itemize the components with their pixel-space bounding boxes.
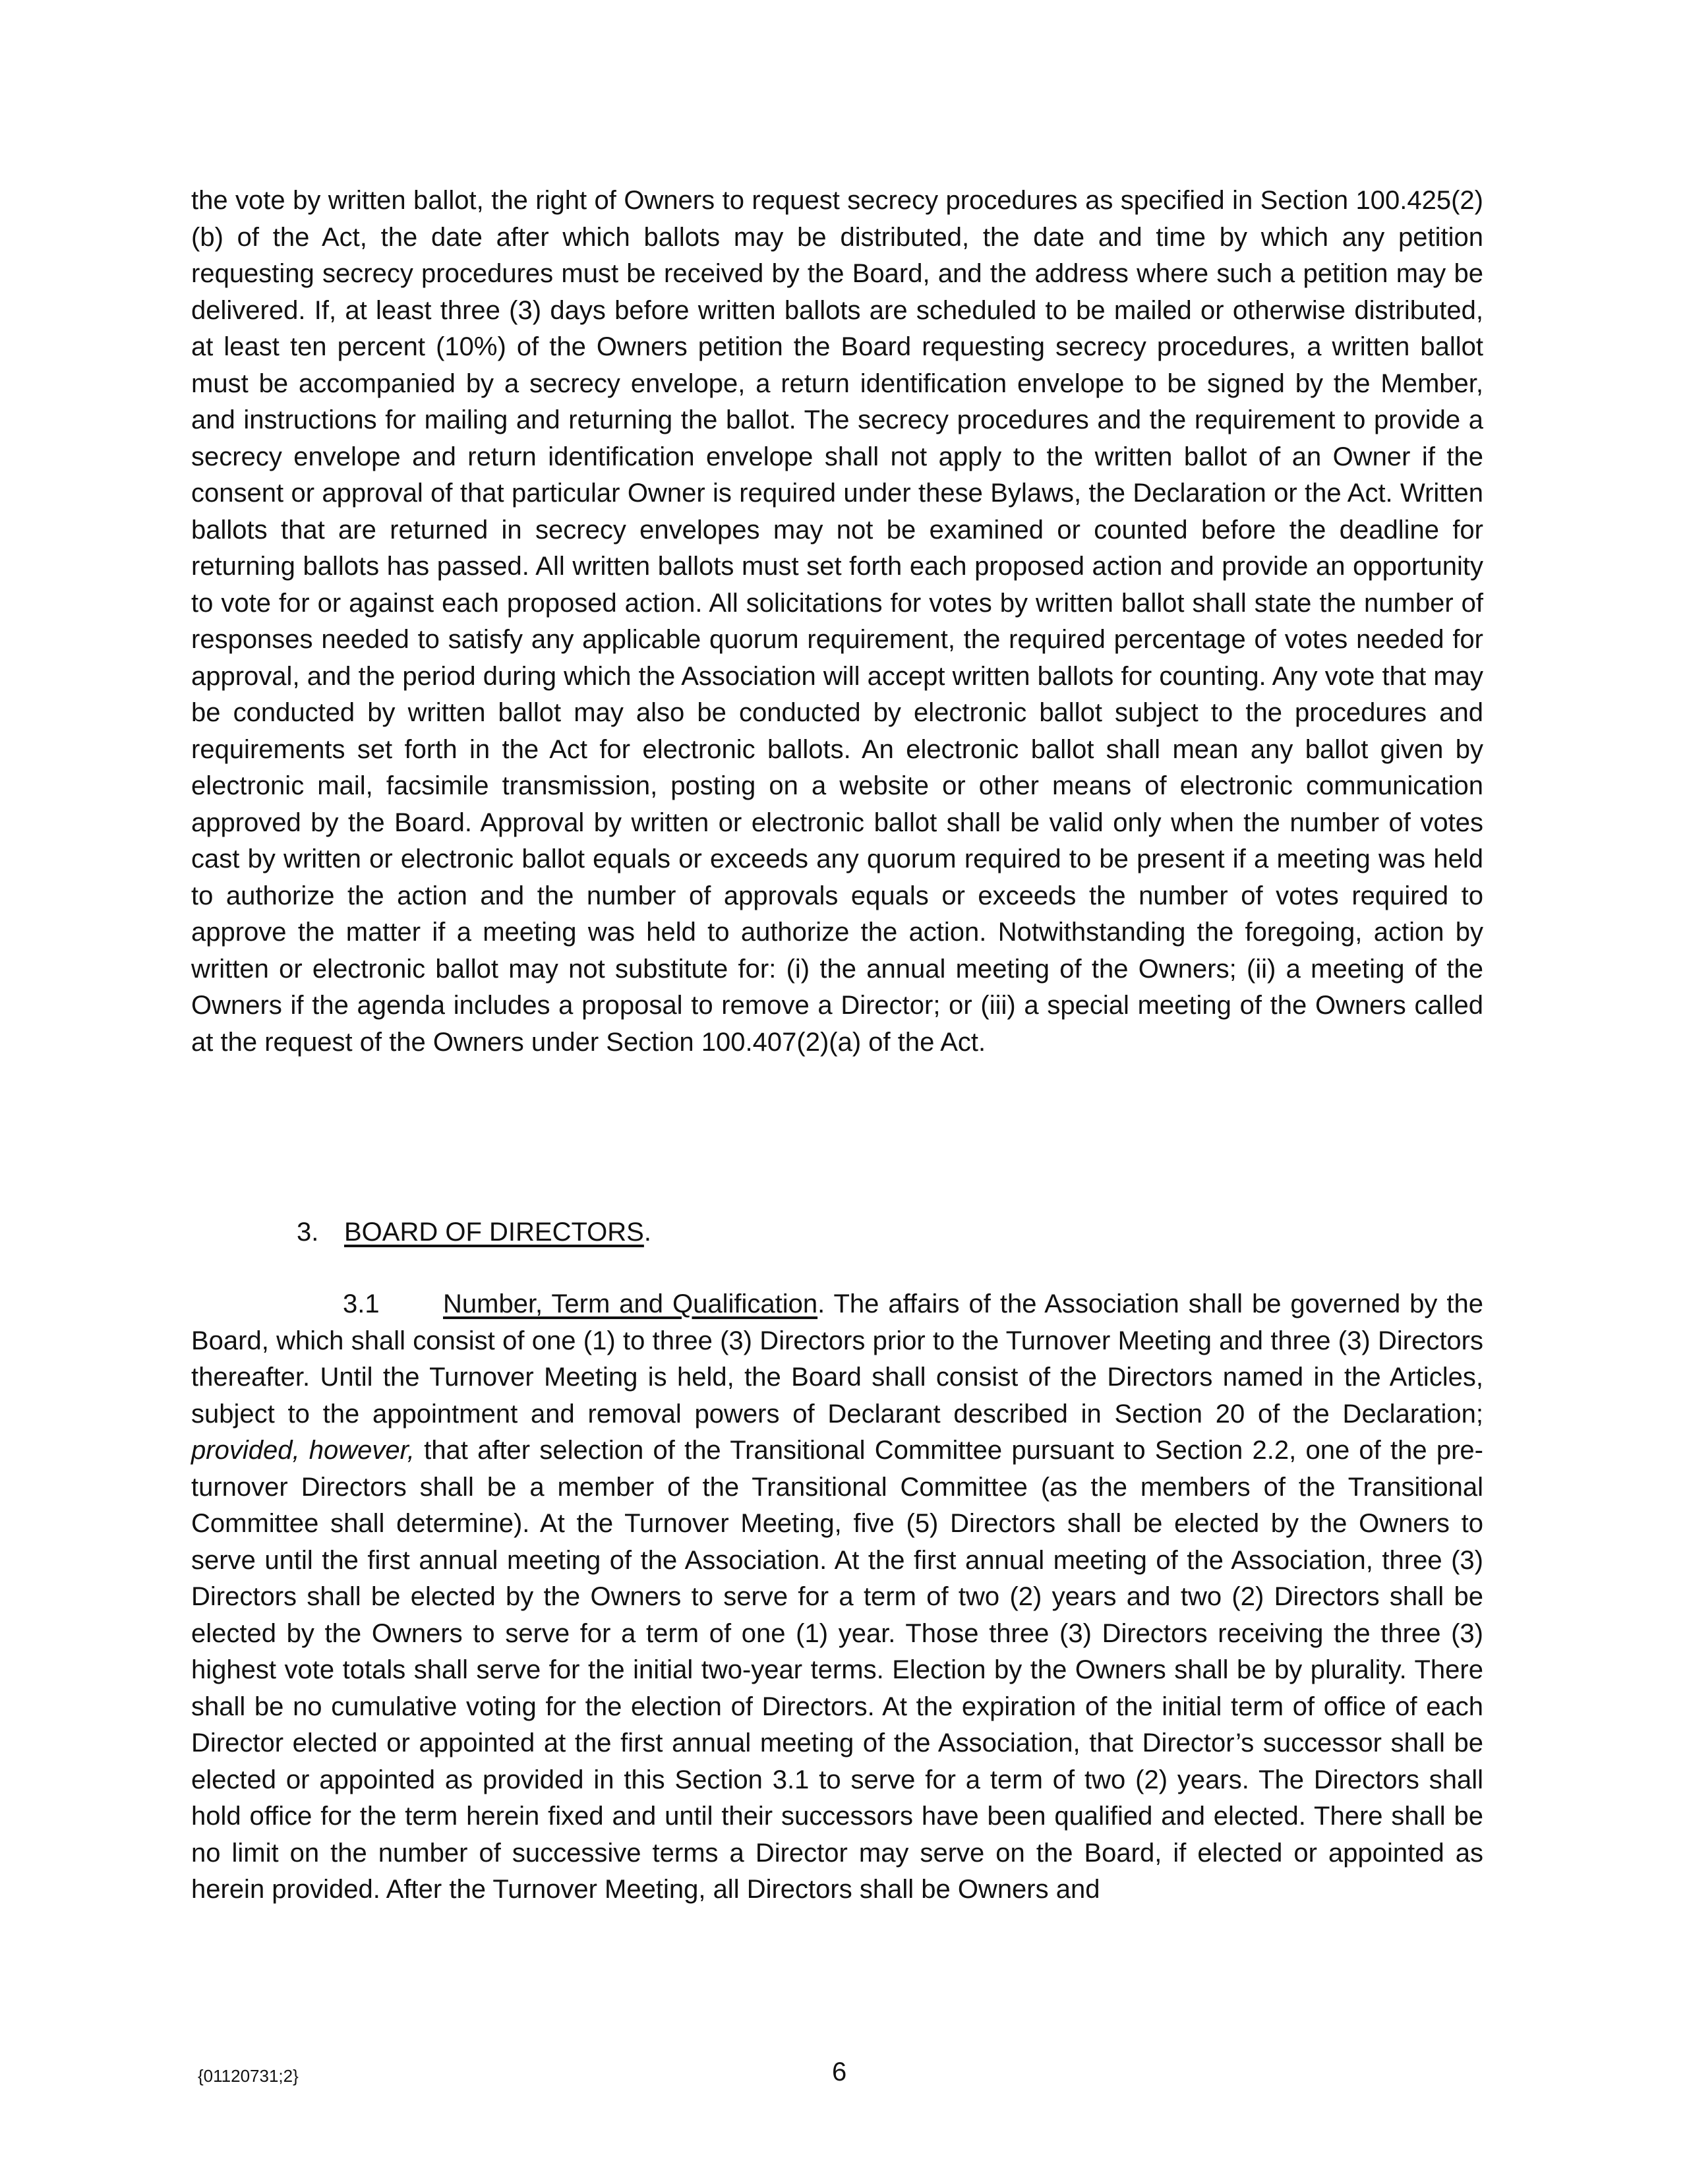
section-3-1-number: 3.1 bbox=[343, 1289, 380, 1318]
paragraph-number-term-qualification bbox=[191, 1286, 1483, 1908]
section-3-1-text-part-2: that after selection of the Transitional Committee pursuant to Section 2.2, one of the pre-turnover Directors shall be a member of the Transitional Committee (as the members of the Transitional Committee shall determine). At the Turnover Meeting, five (5) Directors shall be elected by the Owners to serve until the first annual meeting of the Association. At the first annual meeting of the Association, three (3) Directors shall be elected by the Owners to serve for a term of two (2) years and two (2) Directors shall be elected by the Owners to serve for a term of one (1) year. Those three (3) Directors receiving the three (3) highest vote totals shall serve for the initial two-year terms. Election by the Owners shall be by plurality. There shall be no cumulative voting for the election of Directors. At the expiration of the initial term of office of each Director elected or appointed at the first annual meeting of the Association, that Director’s successor shall be elected or appointed as provided in this Section 3.1 to serve for a term of two (2) years. The Directors shall hold office for the term herein fixed and until their successors have been qualified and elected. There shall be no limit on the number of successive terms a Director may serve on the Board, if elected or appointed as herein provided. After the Turnover Meeting, all Directors shall be Owners and bbox=[191, 1436, 1483, 1904]
paragraph-written-ballot: the vote by written ballot, the right of Owners to request secrecy procedures as specified in Section 100.425(2)(b) of the Act, the date after which ballots may be distributed, the date and time by which any petition requesting secrecy procedures must be received by the Board, and the address where such a petition may be delivered. If, at least three (3) days before written ballots are scheduled to be mailed or otherwise distributed, at least ten percent (10%) of the Owners petition the Board requesting secrecy procedures, a written ballot must be accompanied by a secrecy envelope, a return identification envelope to be signed by the Member, and instructions for mailing and returning the ballot. The secrecy procedures and the requirement to provide a secrecy envelope and return identification envelope shall not apply to the written ballot of an Owner if the consent or approval of that particular Owner is required under these Bylaws, the Declaration or the Act. Written ballots that are returned in secrecy envelopes may not be examined or counted before the deadline for returning ballots has passed. All written ballots must set forth each proposed action and provide an opportunity to vote for or against each proposed action. All solicitations for votes by written ballot shall state the number of responses needed to satisfy any applicable quorum requirement, the required percentage of votes needed for approval, and the period during which the Association will accept written ballots for counting. Any vote that may be conducted by written ballot may also be conducted by electronic ballot subject to the procedures and requirements set forth in the Act for electronic ballots. An electronic ballot shall mean any ballot given by electronic mail, facsimile transmission, posting on a website or other means of electronic communication approved by the Board. Approval by written or electronic ballot shall be valid only when the number of votes cast by written or electronic ballot equals or exceeds any quorum required to be present if a meeting was held to authorize the action and the number of approvals equals or exceeds the number of votes required to approve the matter if a meeting was held to authorize the action. Notwithstanding the foregoing, action by written or electronic ballot may not substitute for: (i) the annual meeting of the Owners; (ii) a meeting of the Owners if the agenda includes a proposal to remove a Director; or (iii) a special meeting of the Owners called at the request of the Owners under Section 100.407(2)(a) of the Act. bbox=[191, 186, 1483, 1057]
footer-page-number: 6 bbox=[832, 2057, 847, 2086]
footer-document-id: {01120731;2} bbox=[198, 2066, 299, 2086]
section-3-1-title-suffix: . bbox=[817, 1289, 825, 1318]
section-3-1-text-part-1: The affairs of the Association shall be governed by the Board, which shall consist of one (1) to three (3) Directors prior to the Turnover Meeting and three (3) Directors thereafter. Until the Turnover Meeting is held, the Board shall consist of the Directors named in the Articles, subject to the appointment and removal powers of Declarant described in Section 20 of the Declaration; bbox=[191, 1289, 1483, 1429]
section-3-title-suffix: . bbox=[643, 1218, 651, 1247]
section-3-number: 3. bbox=[297, 1218, 319, 1247]
section-3-1-text-italic: provided, however, bbox=[191, 1436, 415, 1465]
section-3-heading bbox=[297, 1214, 651, 1251]
section-3-1-title: Number, Term and Qualification bbox=[443, 1289, 818, 1318]
section-3-title: BOARD OF DIRECTORS bbox=[344, 1218, 644, 1247]
